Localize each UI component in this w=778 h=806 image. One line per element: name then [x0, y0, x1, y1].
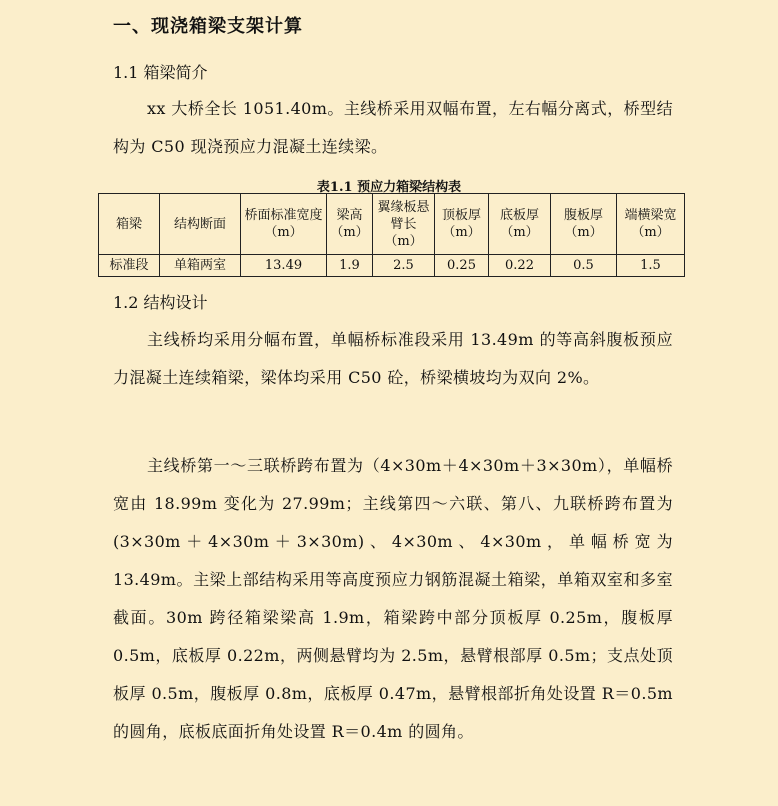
table-header-cell: 底板厚（m）: [489, 194, 551, 255]
section-heading: 一、现浇箱梁支架计算: [113, 16, 303, 37]
table-header-cell: 结构断面: [160, 194, 241, 255]
table-header-cell: 腹板厚（m）: [551, 194, 617, 255]
design-paragraph-2: 主线桥第一～三联桥跨布置为（4×30m＋4×30m＋3×30m），单幅桥宽由 18.99m 变化为 27.99m；主线第四～六联、第八、九联桥跨布置为(3×30m＋4×30m＋3×30m)、4×30m、4×30m，单幅桥宽为 13.49m。主梁上部结构采用等高度预应力钢筋混凝土箱梁，单箱双室和多室截面。30m 跨径箱梁梁高 1.9m，箱梁跨中部分顶板厚 0.25m，腹板厚 0.5m，底板厚 0.22m，两侧悬臂均为 2.5m，悬臂根部厚 0.5m；支点处顶板厚 0.5m，腹板厚 0.8m，底板厚 0.47m，悬臂根部折角处设置 R＝0.5m 的圆角，底板底面折角处设置 R＝0.4m 的圆角。: [113, 456, 673, 741]
table-cell: 2.5: [373, 255, 435, 277]
table-header-cell: 桥面标准宽度（m）: [241, 194, 327, 255]
table-header-row: [99, 194, 685, 255]
table-cell: 0.25: [435, 255, 489, 277]
table-cell: 标准段: [99, 255, 160, 277]
table-cell: 13.49: [241, 255, 327, 277]
table-header-cell: 翼缘板悬臂长（m）: [373, 194, 435, 255]
subsection-heading-intro: 1.1 箱梁简介: [113, 63, 208, 82]
table-cell: 1.9: [327, 255, 373, 277]
table-body: [99, 255, 685, 277]
table-cell: 1.5: [617, 255, 685, 277]
table-row: [99, 255, 685, 277]
table-header-cell: 箱梁: [99, 194, 160, 255]
box-girder-structure-table: [98, 193, 685, 277]
table-cell: 0.22: [489, 255, 551, 277]
table-cell: 单箱两室: [160, 255, 241, 277]
design-paragraph-1: 主线桥均采用分幅布置，单幅桥标准段采用 13.49m 的等高斜腹板预应力混凝土连续箱梁，梁体均采用 C50 砼，桥梁横坡均为双向 2%。: [113, 330, 673, 387]
table-header-cell: 端横梁宽（m）: [617, 194, 685, 255]
table-header-cell: 顶板厚（m）: [435, 194, 489, 255]
table-header-cell: 梁高（m）: [327, 194, 373, 255]
table-caption: 表1.1 预应力箱梁结构表: [316, 180, 462, 195]
table-cell: 0.5: [551, 255, 617, 277]
subsection-heading-design: 1.2 结构设计: [113, 293, 208, 312]
intro-paragraph: xx 大桥全长 1051.40m。主线桥采用双幅布置，左右幅分离式，桥型结构为 C50 现浇预应力混凝土连续梁。: [113, 99, 673, 156]
